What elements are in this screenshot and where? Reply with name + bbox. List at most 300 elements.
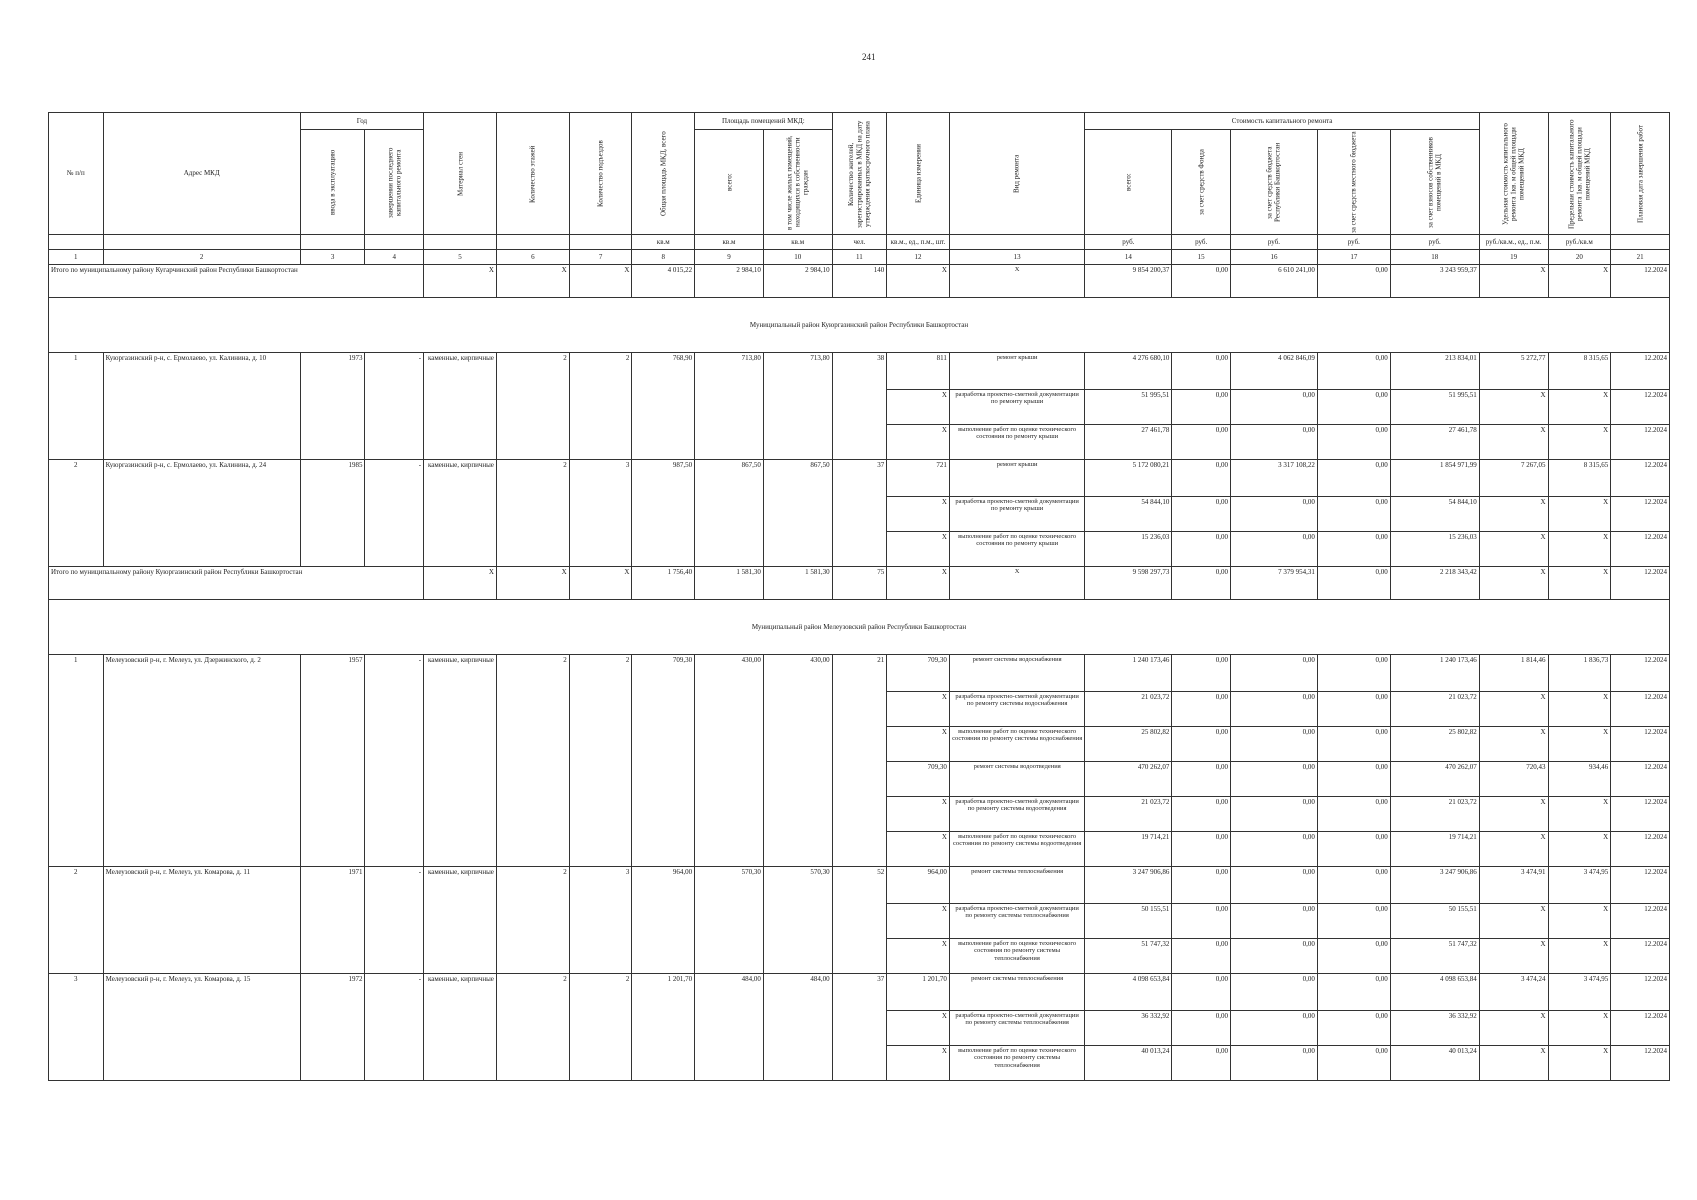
table-row: [49, 974, 1670, 1011]
cost-local: 0,00: [1317, 797, 1390, 832]
max-cost: 8 315,65: [1548, 353, 1611, 390]
unit-cell: кв.м: [763, 235, 832, 250]
cost-local: 0,00: [1317, 692, 1390, 727]
total-label: Итого по муниципальному району Кугарчинский район Республики Башкортостан: [49, 265, 424, 298]
total-cell: X: [569, 567, 632, 600]
region-row: [49, 298, 1670, 353]
max-cost: 3 474,95: [1548, 867, 1611, 904]
region-title: Муниципальный район Куюргазинский район Республики Башкортостан: [49, 298, 1670, 353]
cost-owners: 27 461,78: [1390, 425, 1479, 460]
table-row: [49, 655, 1670, 692]
unit-cost: 3 474,24: [1479, 974, 1548, 1011]
total-cell: 3 243 959,37: [1390, 265, 1479, 298]
max-cost: 8 315,65: [1548, 460, 1611, 497]
max-cost: X: [1548, 727, 1611, 762]
house-year: 1971: [300, 867, 365, 974]
house-residents: 21: [832, 655, 887, 867]
col-number: 2: [103, 250, 300, 265]
work-type: разработка проектно-сметной документации по ремонту системы водоотведения: [949, 797, 1084, 832]
house-entrances: 2: [569, 655, 632, 867]
house-material: каменные, кирпичные: [424, 974, 497, 1081]
work-type: выполнение работ по оценке технического состояния по ремонту системы водоснабжения: [949, 727, 1084, 762]
cost-fund: 0,00: [1172, 655, 1231, 692]
planned-date: 12.2024: [1611, 974, 1670, 1011]
house-material: каменные, кирпичные: [424, 460, 497, 567]
unit-cell: [949, 235, 1084, 250]
house-premises-incl: 570,30: [763, 867, 832, 974]
unit-cell: кв.м: [695, 235, 764, 250]
planned-date: 12.2024: [1611, 353, 1670, 390]
header-cost-fund: за счет средств Фонда: [1172, 130, 1231, 235]
max-cost: X: [1548, 939, 1611, 974]
house-residents: 37: [832, 974, 887, 1081]
house-area: 1 201,70: [632, 974, 695, 1081]
max-cost: X: [1548, 390, 1611, 425]
unit-cell: [1611, 235, 1670, 250]
total-cell: 9 854 200,37: [1085, 265, 1172, 298]
header-year-group: Год: [300, 113, 423, 130]
cost-owners: 1 854 971,99: [1390, 460, 1479, 497]
units-row: [49, 235, 1670, 250]
house-premises-incl: 867,50: [763, 460, 832, 567]
total-cell: 1 581,30: [695, 567, 764, 600]
house-premises-incl: 430,00: [763, 655, 832, 867]
cost-total: 21 023,72: [1085, 797, 1172, 832]
cost-local: 0,00: [1317, 353, 1390, 390]
cost-local: 0,00: [1317, 727, 1390, 762]
total-label: Итого по муниципальному району Куюргазинский район Республики Башкортостан: [49, 567, 424, 600]
header-premises-total: всего:: [695, 130, 764, 235]
house-residents: 52: [832, 867, 887, 974]
house-num: 2: [49, 460, 104, 567]
work-unit: X: [887, 904, 950, 939]
table-row: [49, 867, 1670, 904]
work-unit: 709,30: [887, 762, 950, 797]
house-num: 2: [49, 867, 104, 974]
planned-date: 12.2024: [1611, 390, 1670, 425]
cost-total: 5 172 080,21: [1085, 460, 1172, 497]
cost-total: 36 332,92: [1085, 1011, 1172, 1046]
house-last-repair: -: [365, 974, 424, 1081]
work-type: ремонт системы теплоснабжения: [949, 867, 1084, 904]
header-num: № п/п: [49, 113, 104, 235]
cost-rb: 3 317 108,22: [1230, 460, 1317, 497]
header-planned-date: Плановая дата завершения работ: [1611, 113, 1670, 235]
unit-cost: 5 272,77: [1479, 353, 1548, 390]
table-row: [49, 460, 1670, 497]
house-premises-incl: 484,00: [763, 974, 832, 1081]
house-entrances: 3: [569, 867, 632, 974]
total-cell: X: [887, 567, 950, 600]
cost-fund: 0,00: [1172, 797, 1231, 832]
work-type: разработка проектно-сметной документации по ремонту системы теплоснабжения: [949, 1011, 1084, 1046]
planned-date: 12.2024: [1611, 532, 1670, 567]
work-type: ремонт системы водоснабжения: [949, 655, 1084, 692]
house-year: 1972: [300, 974, 365, 1081]
total-cell: X: [496, 567, 569, 600]
unit-cost: X: [1479, 1046, 1548, 1081]
unit-cell: [365, 235, 424, 250]
unit-cost: X: [1479, 727, 1548, 762]
house-floors: 2: [496, 353, 569, 460]
unit-cell: чел.: [832, 235, 887, 250]
unit-cell: руб.: [1172, 235, 1231, 250]
max-cost: X: [1548, 1046, 1611, 1081]
cost-owners: 21 023,72: [1390, 797, 1479, 832]
work-type: разработка проектно-сметной документации по ремонту крыши: [949, 390, 1084, 425]
planned-date: 12.2024: [1611, 460, 1670, 497]
unit-cost: X: [1479, 532, 1548, 567]
cost-fund: 0,00: [1172, 727, 1231, 762]
house-floors: 2: [496, 974, 569, 1081]
col-number: 10: [763, 250, 832, 265]
cost-fund: 0,00: [1172, 974, 1231, 1011]
col-number: 19: [1479, 250, 1548, 265]
total-cell: 4 015,22: [632, 265, 695, 298]
header-wall-material: Материал стен: [424, 113, 497, 235]
unit-cell: руб.: [1317, 235, 1390, 250]
cost-fund: 0,00: [1172, 353, 1231, 390]
cost-owners: 36 332,92: [1390, 1011, 1479, 1046]
total-cell: X: [1479, 567, 1548, 600]
col-number: 14: [1085, 250, 1172, 265]
cost-owners: 50 155,51: [1390, 904, 1479, 939]
cost-fund: 0,00: [1172, 425, 1231, 460]
cost-owners: 4 098 653,84: [1390, 974, 1479, 1011]
house-address: Куюргазинский р-н, с. Ермолаево, ул. Калинина, д. 24: [103, 460, 300, 567]
house-last-repair: -: [365, 867, 424, 974]
cost-local: 0,00: [1317, 762, 1390, 797]
header-residents: Количество жителей, зарегистрированных в МКД на дату утверждения краткосрочного плана: [832, 113, 887, 235]
house-last-repair: -: [365, 655, 424, 867]
cost-total: 40 013,24: [1085, 1046, 1172, 1081]
cost-local: 0,00: [1317, 1046, 1390, 1081]
total-cell: X: [1548, 567, 1611, 600]
house-floors: 2: [496, 655, 569, 867]
unit-cell: [496, 235, 569, 250]
house-premises: 570,30: [695, 867, 764, 974]
max-cost: X: [1548, 425, 1611, 460]
cost-rb: 0,00: [1230, 692, 1317, 727]
max-cost: X: [1548, 797, 1611, 832]
cost-total: 25 802,82: [1085, 727, 1172, 762]
max-cost: 3 474,95: [1548, 974, 1611, 1011]
unit-cell: руб./кв.м: [1548, 235, 1611, 250]
cost-total: 21 023,72: [1085, 692, 1172, 727]
house-floors: 2: [496, 867, 569, 974]
cost-owners: 51 747,32: [1390, 939, 1479, 974]
col-number: 16: [1230, 250, 1317, 265]
unit-cell: [300, 235, 365, 250]
col-number: 21: [1611, 250, 1670, 265]
header-address: Адрес МКД: [103, 113, 300, 235]
unit-cell: кв.м., ед., п.м., шт.: [887, 235, 950, 250]
total-cell: X: [949, 265, 1084, 298]
cost-owners: 19 714,21: [1390, 832, 1479, 867]
planned-date: 12.2024: [1611, 867, 1670, 904]
region-row: [49, 600, 1670, 655]
unit-cell: руб.: [1390, 235, 1479, 250]
cost-total: 470 262,07: [1085, 762, 1172, 797]
col-number: 6: [496, 250, 569, 265]
header-cost-total: всего:: [1085, 130, 1172, 235]
planned-date: 12.2024: [1611, 425, 1670, 460]
house-address: Мелеузовский р-н, г. Мелеуз, ул. Комарова, д. 15: [103, 974, 300, 1081]
cost-local: 0,00: [1317, 532, 1390, 567]
planned-date: 12.2024: [1611, 655, 1670, 692]
work-type: ремонт системы водоотведения: [949, 762, 1084, 797]
house-premises: 484,00: [695, 974, 764, 1081]
unit-cost: X: [1479, 497, 1548, 532]
column-numbers-row: [49, 250, 1670, 265]
unit-cost: X: [1479, 692, 1548, 727]
house-address: Мелеузовский р-н, г. Мелеуз, ул. Комарова, д. 11: [103, 867, 300, 974]
header-premises-incl: в том числе жилых помещений, находящихся в собственности граждан: [763, 130, 832, 235]
house-premises-incl: 713,80: [763, 353, 832, 460]
house-premises: 430,00: [695, 655, 764, 867]
col-number: 17: [1317, 250, 1390, 265]
header-unit: Единица измерения: [887, 113, 950, 235]
header-unit-cost: Удельная стоимость капитального ремонта 1кв. м общей площади помещений МКД: [1479, 113, 1548, 235]
total-cell: 75: [832, 567, 887, 600]
cost-rb: 0,00: [1230, 390, 1317, 425]
col-number: 18: [1390, 250, 1479, 265]
cost-fund: 0,00: [1172, 532, 1231, 567]
work-unit: X: [887, 832, 950, 867]
cost-rb: 0,00: [1230, 727, 1317, 762]
work-type: выполнение работ по оценке технического состояния по ремонту системы теплоснабжения: [949, 1046, 1084, 1081]
col-number: 13: [949, 250, 1084, 265]
cost-fund: 0,00: [1172, 390, 1231, 425]
total-row: [49, 265, 1670, 298]
work-type: ремонт системы теплоснабжения: [949, 974, 1084, 1011]
total-cell: 12.2024: [1611, 567, 1670, 600]
header-premises-group: Площадь помещений МКД:: [695, 113, 833, 130]
work-type: выполнение работ по оценке технического состояния по ремонту системы теплоснабжения: [949, 939, 1084, 974]
cost-owners: 40 013,24: [1390, 1046, 1479, 1081]
work-unit: X: [887, 692, 950, 727]
house-material: каменные, кирпичные: [424, 867, 497, 974]
cost-owners: 15 236,03: [1390, 532, 1479, 567]
house-area: 709,30: [632, 655, 695, 867]
cost-local: 0,00: [1317, 939, 1390, 974]
page-number: 241: [862, 52, 876, 62]
work-type: разработка проектно-сметной документации по ремонту системы теплоснабжения: [949, 904, 1084, 939]
unit-cell: [424, 235, 497, 250]
cost-rb: 0,00: [1230, 1011, 1317, 1046]
house-entrances: 2: [569, 353, 632, 460]
house-area: 768,90: [632, 353, 695, 460]
total-cell: 1 581,30: [763, 567, 832, 600]
cost-rb: 0,00: [1230, 497, 1317, 532]
unit-cost: X: [1479, 832, 1548, 867]
total-cell: 2 984,10: [763, 265, 832, 298]
col-number: 7: [569, 250, 632, 265]
cost-rb: 0,00: [1230, 867, 1317, 904]
header-repair-type: Вид ремонта: [949, 113, 1084, 235]
header-max-cost: Предельная стоимость капитального ремонта 1кв. м общей площади помещений МКД: [1548, 113, 1611, 235]
work-unit: 721: [887, 460, 950, 497]
total-cell: 6 610 241,00: [1230, 265, 1317, 298]
cost-rb: 0,00: [1230, 832, 1317, 867]
total-cell: X: [1548, 265, 1611, 298]
cost-owners: 21 023,72: [1390, 692, 1479, 727]
work-type: выполнение работ по оценке технического состояния по ремонту крыши: [949, 425, 1084, 460]
header-total-area: Общая площадь МКД, всего: [632, 113, 695, 235]
house-num: 1: [49, 353, 104, 460]
col-number: 11: [832, 250, 887, 265]
total-cell: X: [569, 265, 632, 298]
cost-owners: 1 240 173,46: [1390, 655, 1479, 692]
cost-owners: 51 995,51: [1390, 390, 1479, 425]
cost-total: 27 461,78: [1085, 425, 1172, 460]
cost-fund: 0,00: [1172, 1046, 1231, 1081]
cost-total: 50 155,51: [1085, 904, 1172, 939]
work-type: ремонт крыши: [949, 460, 1084, 497]
unit-cell: руб.: [1085, 235, 1172, 250]
header-cost-owners: за счет взносов собственников помещений в МКД: [1390, 130, 1479, 235]
house-last-repair: -: [365, 353, 424, 460]
work-unit: 811: [887, 353, 950, 390]
cost-local: 0,00: [1317, 974, 1390, 1011]
work-unit: X: [887, 939, 950, 974]
cost-total: 54 844,10: [1085, 497, 1172, 532]
unit-cost: 720,43: [1479, 762, 1548, 797]
col-number: 1: [49, 250, 104, 265]
total-row: [49, 567, 1670, 600]
cost-rb: 0,00: [1230, 425, 1317, 460]
cost-owners: 54 844,10: [1390, 497, 1479, 532]
house-entrances: 3: [569, 460, 632, 567]
cost-local: 0,00: [1317, 390, 1390, 425]
house-material: каменные, кирпичные: [424, 353, 497, 460]
cost-owners: 213 834,01: [1390, 353, 1479, 390]
work-unit: X: [887, 797, 950, 832]
cost-rb: 0,00: [1230, 762, 1317, 797]
header-cost-rb: за счет средств бюджета Республики Башкортостан: [1230, 130, 1317, 235]
work-unit: X: [887, 390, 950, 425]
unit-cell: руб.: [1230, 235, 1317, 250]
unit-cost: 7 267,05: [1479, 460, 1548, 497]
cost-owners: 470 262,07: [1390, 762, 1479, 797]
cost-local: 0,00: [1317, 904, 1390, 939]
header-year-built: ввода в эксплуатацию: [300, 130, 365, 235]
planned-date: 12.2024: [1611, 832, 1670, 867]
cost-local: 0,00: [1317, 832, 1390, 867]
cost-total: 4 276 680,10: [1085, 353, 1172, 390]
house-year: 1985: [300, 460, 365, 567]
cost-total: 19 714,21: [1085, 832, 1172, 867]
cost-local: 0,00: [1317, 867, 1390, 904]
cost-owners: 25 802,82: [1390, 727, 1479, 762]
unit-cost: X: [1479, 425, 1548, 460]
house-area: 987,50: [632, 460, 695, 567]
house-area: 964,00: [632, 867, 695, 974]
house-floors: 2: [496, 460, 569, 567]
cost-local: 0,00: [1317, 460, 1390, 497]
max-cost: X: [1548, 497, 1611, 532]
cost-total: 15 236,03: [1085, 532, 1172, 567]
total-cell: 7 379 954,31: [1230, 567, 1317, 600]
work-unit: X: [887, 425, 950, 460]
total-cell: X: [887, 265, 950, 298]
total-cell: X: [424, 567, 497, 600]
col-number: 9: [695, 250, 764, 265]
unit-cell: [103, 235, 300, 250]
total-cell: 2 218 343,42: [1390, 567, 1479, 600]
cost-rb: 4 062 846,09: [1230, 353, 1317, 390]
cost-fund: 0,00: [1172, 762, 1231, 797]
work-unit: X: [887, 497, 950, 532]
work-unit: X: [887, 727, 950, 762]
cost-fund: 0,00: [1172, 867, 1231, 904]
header-entrances: Количество подъездов: [569, 113, 632, 235]
cost-rb: 0,00: [1230, 904, 1317, 939]
house-num: 1: [49, 655, 104, 867]
total-cell: 1 756,40: [632, 567, 695, 600]
total-cell: X: [424, 265, 497, 298]
col-number: 3: [300, 250, 365, 265]
planned-date: 12.2024: [1611, 692, 1670, 727]
cost-total: 51 747,32: [1085, 939, 1172, 974]
header-cost-local: за счет средств местного бюджета: [1317, 130, 1390, 235]
unit-cost: X: [1479, 904, 1548, 939]
cost-total: 4 098 653,84: [1085, 974, 1172, 1011]
work-unit: 964,00: [887, 867, 950, 904]
total-cell: X: [496, 265, 569, 298]
cost-rb: 0,00: [1230, 974, 1317, 1011]
table-row: [49, 353, 1670, 390]
cost-local: 0,00: [1317, 1011, 1390, 1046]
unit-cell: руб./кв.м., ед., п.м.: [1479, 235, 1548, 250]
cost-total: 3 247 906,86: [1085, 867, 1172, 904]
total-cell: X: [949, 567, 1084, 600]
cost-fund: 0,00: [1172, 497, 1231, 532]
unit-cost: X: [1479, 939, 1548, 974]
max-cost: X: [1548, 904, 1611, 939]
house-num: 3: [49, 974, 104, 1081]
capital-repair-table: [48, 112, 1670, 1081]
work-unit: X: [887, 532, 950, 567]
total-cell: 0,00: [1317, 265, 1390, 298]
work-type: выполнение работ по оценке технического состояния по ремонту крыши: [949, 532, 1084, 567]
unit-cost: X: [1479, 797, 1548, 832]
col-number: 15: [1172, 250, 1231, 265]
total-cell: 140: [832, 265, 887, 298]
col-number: 5: [424, 250, 497, 265]
house-year: 1973: [300, 353, 365, 460]
cost-rb: 0,00: [1230, 939, 1317, 974]
cost-owners: 3 247 906,86: [1390, 867, 1479, 904]
planned-date: 12.2024: [1611, 797, 1670, 832]
cost-rb: 0,00: [1230, 655, 1317, 692]
work-type: выполнение работ по оценке технического состояния по ремонту системы водоотведения: [949, 832, 1084, 867]
house-premises: 713,80: [695, 353, 764, 460]
unit-cost: X: [1479, 1011, 1548, 1046]
max-cost: X: [1548, 1011, 1611, 1046]
cost-rb: 0,00: [1230, 532, 1317, 567]
cost-total: 51 995,51: [1085, 390, 1172, 425]
cost-rb: 0,00: [1230, 1046, 1317, 1081]
max-cost: X: [1548, 532, 1611, 567]
cost-fund: 0,00: [1172, 692, 1231, 727]
max-cost: X: [1548, 692, 1611, 727]
total-cell: 0,00: [1317, 567, 1390, 600]
unit-cost: 1 814,46: [1479, 655, 1548, 692]
work-unit: 1 201,70: [887, 974, 950, 1011]
house-last-repair: -: [365, 460, 424, 567]
house-year: 1957: [300, 655, 365, 867]
